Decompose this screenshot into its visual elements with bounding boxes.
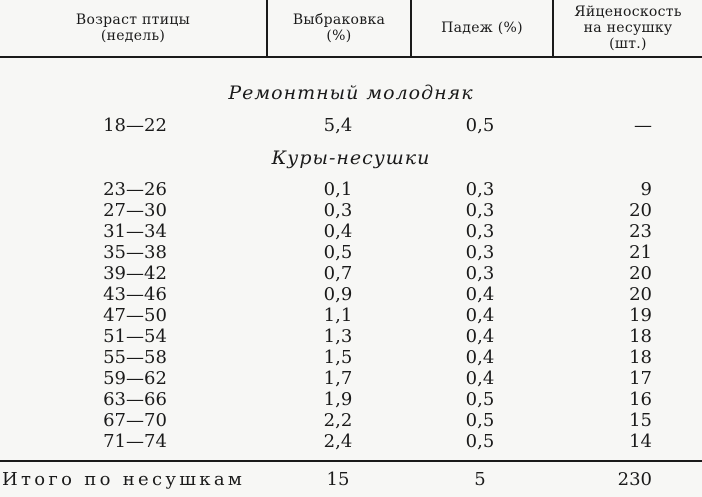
cell-mort: 0,4: [465, 305, 495, 326]
table-row: [0, 243, 702, 262]
total-eggs: 230: [617, 469, 652, 490]
cell-cull: 0,4: [323, 221, 353, 242]
cell-age: 39—42: [103, 263, 167, 284]
cell-mort: 0,3: [465, 242, 495, 263]
cell-cull: 5,4: [323, 115, 353, 136]
section-title-replacement: Ремонтный молодняк: [228, 82, 474, 104]
cell-age: 35—38: [103, 242, 167, 263]
cell-mort: 0,5: [465, 389, 495, 410]
header-rule: [0, 56, 702, 58]
table-row: [0, 369, 702, 388]
table-row: [0, 264, 702, 283]
cell-age: 51—54: [103, 326, 167, 347]
cell-cull: 1,7: [323, 368, 353, 389]
header-col-eggs: [554, 0, 702, 56]
cell-mort: 0,4: [465, 284, 495, 305]
cell-eggs: 20: [629, 200, 652, 221]
header-col-cull: [268, 0, 410, 56]
cell-mort: 0,5: [465, 115, 495, 136]
table-row: [0, 201, 702, 220]
cell-mort: 0,4: [465, 326, 495, 347]
cell-eggs: 14: [629, 431, 652, 452]
total-cull: 15: [326, 469, 350, 490]
table-row: [0, 306, 702, 325]
header-col-eggs-label: Яйценоскость на несушку (шт.): [574, 4, 682, 52]
cell-cull: 1,3: [323, 326, 353, 347]
section-title-laying-hens: Куры-несушки: [271, 147, 431, 169]
cell-cull: 0,3: [323, 200, 353, 221]
total-mort: 5: [474, 469, 486, 490]
cell-mort: 0,5: [465, 410, 495, 431]
cell-mort: 0,4: [465, 368, 495, 389]
header-col-age: [0, 0, 266, 56]
cell-eggs: 20: [629, 263, 652, 284]
table-row: [0, 327, 702, 346]
cell-eggs: —: [634, 115, 652, 136]
cell-eggs: 18: [629, 347, 652, 368]
cell-age: 59—62: [103, 368, 167, 389]
cell-cull: 1,1: [323, 305, 353, 326]
table-row: [0, 348, 702, 367]
cell-cull: 1,5: [323, 347, 353, 368]
cell-eggs: 18: [629, 326, 652, 347]
table-row: [0, 180, 702, 199]
cell-cull: 0,1: [323, 179, 353, 200]
cell-eggs: 9: [640, 179, 652, 200]
cell-age: 55—58: [103, 347, 167, 368]
table-row: [0, 222, 702, 241]
cell-mort: 0,4: [465, 347, 495, 368]
cell-cull: 2,4: [323, 431, 353, 452]
cell-eggs: 16: [629, 389, 652, 410]
header-col-age-label: Возраст птицы (недель): [75, 12, 191, 44]
cell-cull: 2,2: [323, 410, 353, 431]
cell-cull: 0,5: [323, 242, 353, 263]
cell-eggs: 17: [629, 368, 652, 389]
table-row: [0, 390, 702, 409]
cell-eggs: 20: [629, 284, 652, 305]
cell-age: 18—22: [103, 115, 167, 136]
table-row: [0, 411, 702, 430]
table-row: [0, 432, 702, 451]
table-row: [0, 285, 702, 304]
cell-age: 71—74: [103, 431, 167, 452]
total-row: [0, 470, 702, 489]
cell-mort: 0,5: [465, 431, 495, 452]
cell-cull: 1,9: [323, 389, 353, 410]
cell-age: 67—70: [103, 410, 167, 431]
cell-eggs: 15: [629, 410, 652, 431]
cell-mort: 0,3: [465, 263, 495, 284]
cell-mort: 0,3: [465, 179, 495, 200]
cell-eggs: 23: [629, 221, 652, 242]
cell-cull: 0,7: [323, 263, 353, 284]
cell-age: 23—26: [103, 179, 167, 200]
total-label: Итого по несушкам: [2, 469, 246, 490]
cell-age: 63—66: [103, 389, 167, 410]
cell-age: 43—46: [103, 284, 167, 305]
cell-eggs: 21: [629, 242, 652, 263]
cell-age: 31—34: [103, 221, 167, 242]
cell-cull: 0,9: [323, 284, 353, 305]
header-col-mort: [412, 0, 552, 56]
cell-mort: 0,3: [465, 221, 495, 242]
cell-age: 27—30: [103, 200, 167, 221]
table-row: [0, 116, 702, 135]
cell-eggs: 19: [629, 305, 652, 326]
cell-mort: 0,3: [465, 200, 495, 221]
header-col-cull-label: Выбраковка (%): [292, 12, 386, 44]
total-rule: [0, 460, 702, 462]
header-col-mort-label: Падеж (%): [441, 20, 523, 36]
cell-age: 47—50: [103, 305, 167, 326]
